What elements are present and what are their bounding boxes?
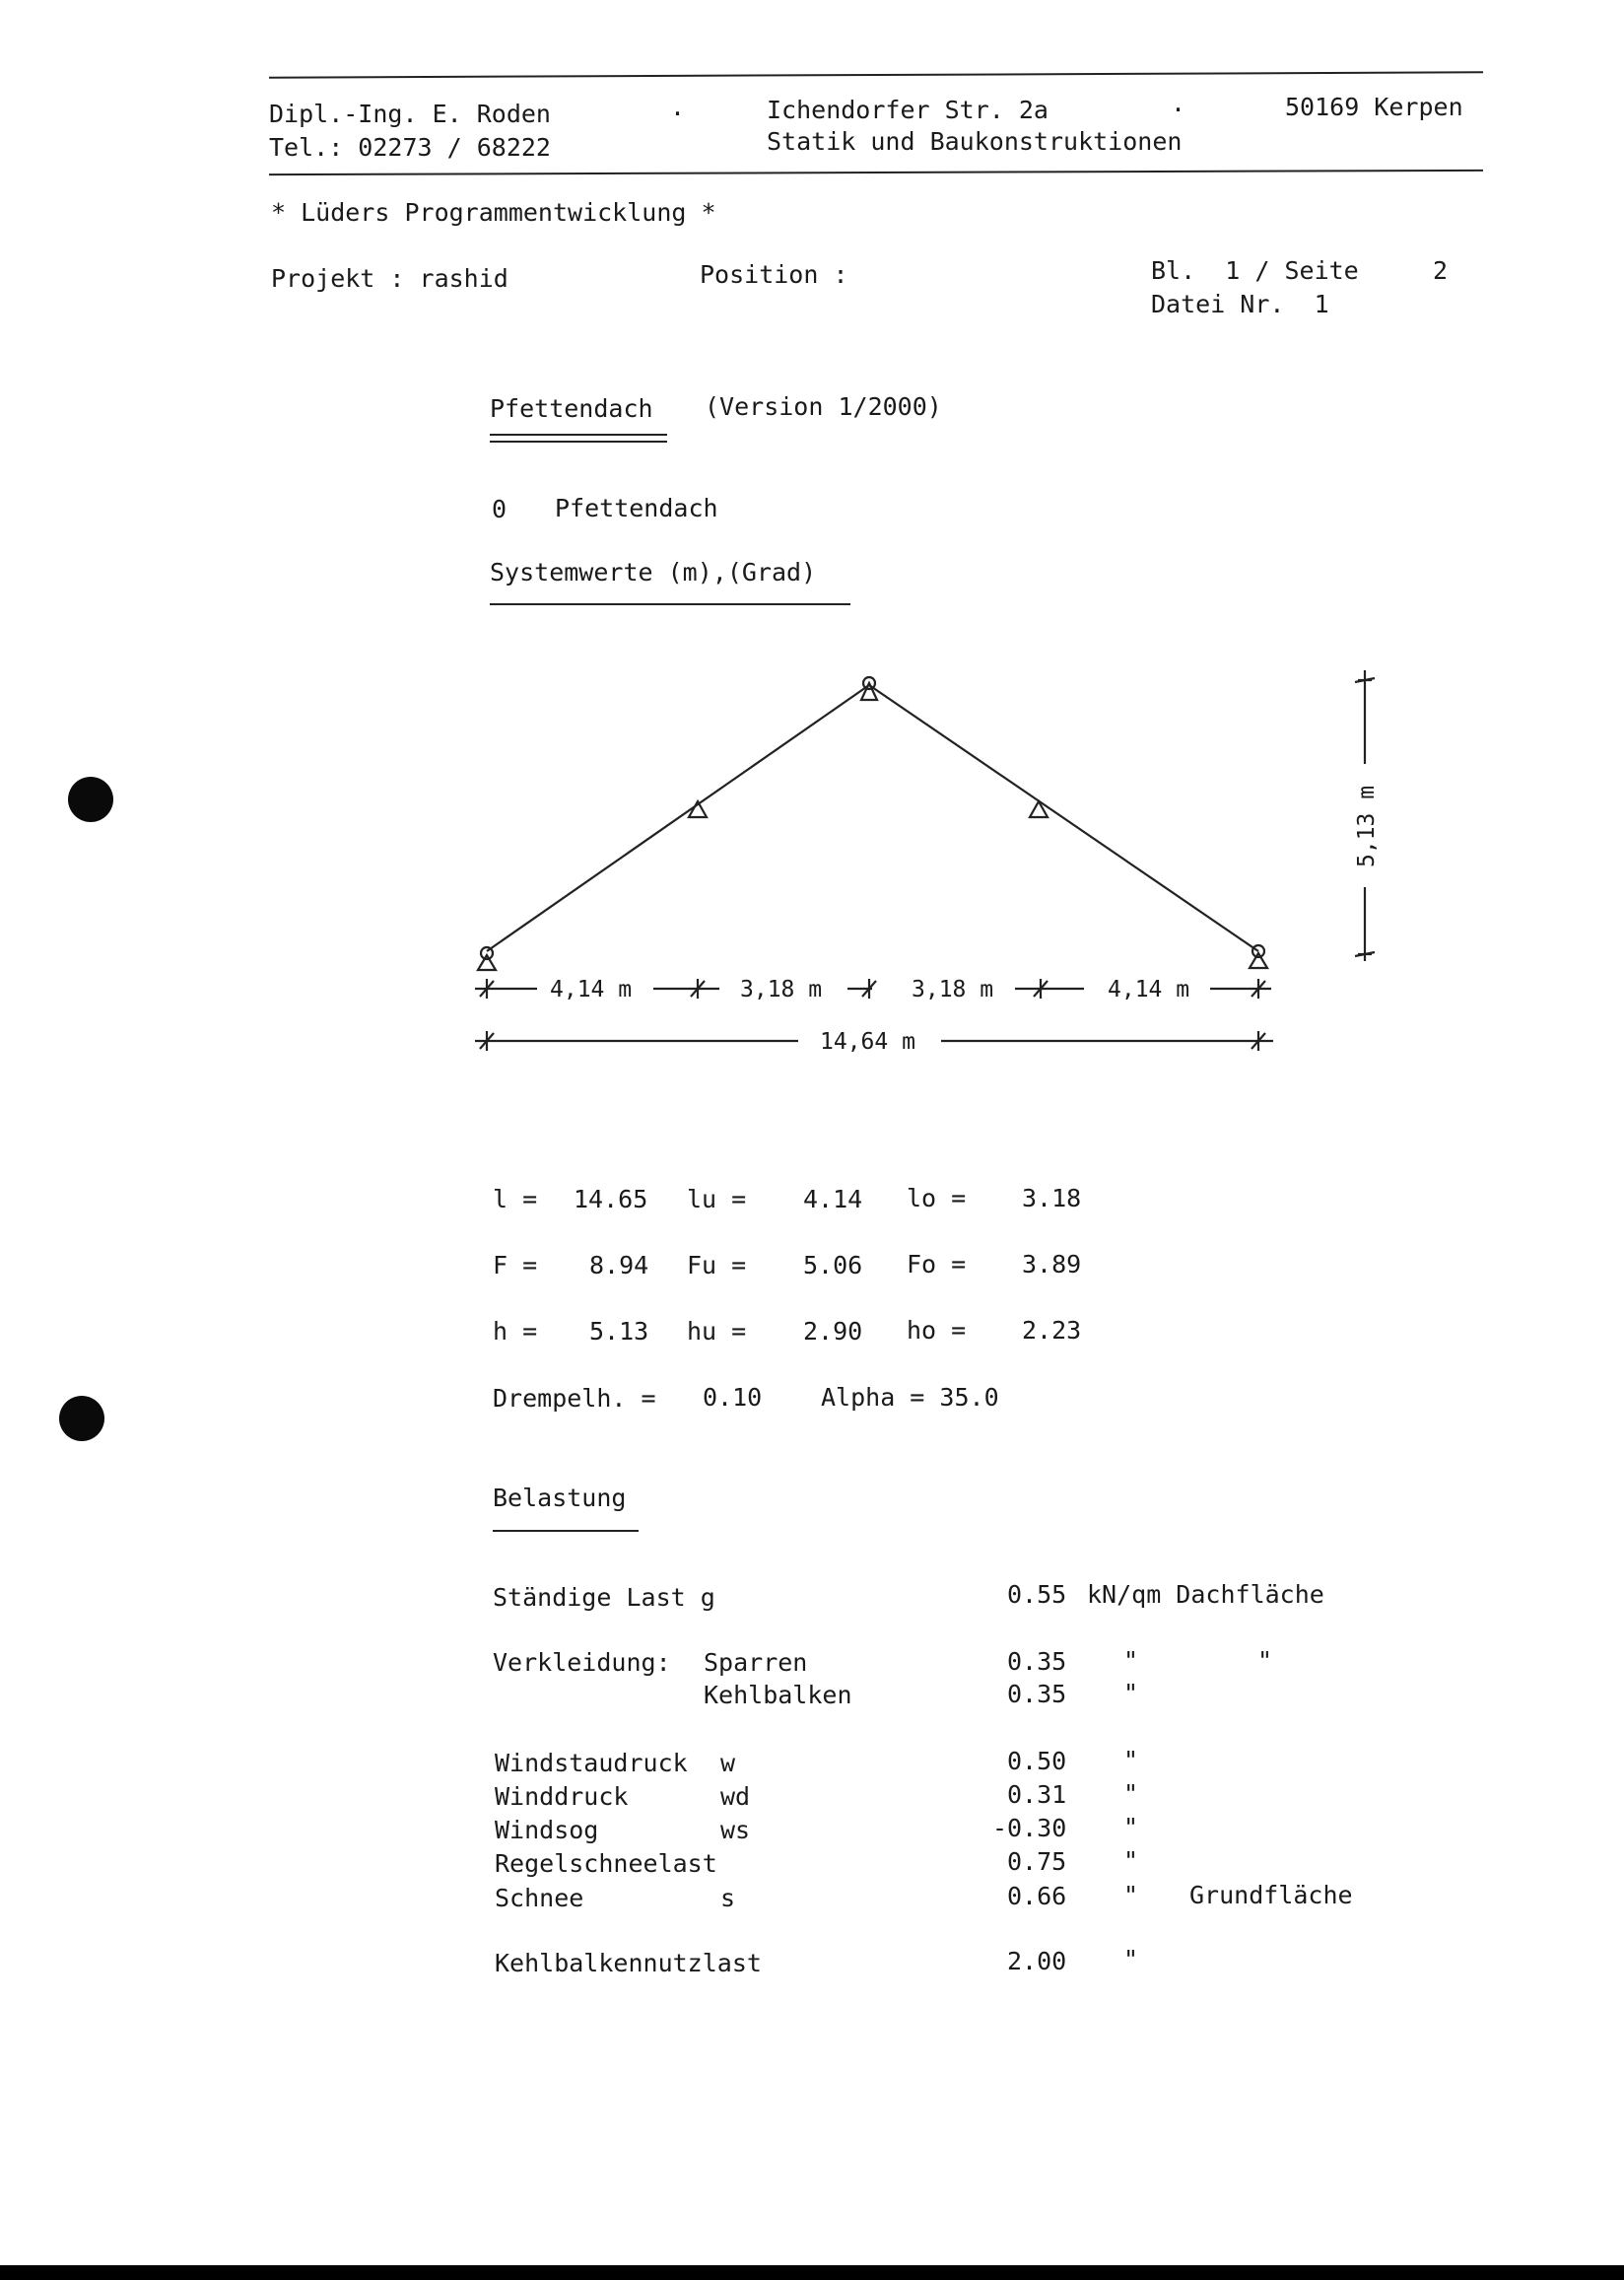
value-label: lo = — [907, 1184, 967, 1212]
ditto-mark: " — [1123, 1646, 1139, 1675]
value-label: ho = — [907, 1316, 967, 1345]
segment-label-3: 3,18 m — [912, 977, 994, 1002]
sheet-page: Bl. 1 / Seite 2 — [1151, 256, 1449, 285]
value-number: 3.18 — [1022, 1184, 1082, 1212]
nutzlast-value: 2.00 — [1007, 1947, 1067, 1975]
right-purlin-support-icon — [1030, 801, 1048, 817]
load-label: Winddruck — [495, 1782, 629, 1811]
left-eave-support-icon — [478, 955, 496, 970]
item-name: Pfettendach — [555, 494, 718, 522]
company-name: Dipl.-Ing. E. Roden — [269, 100, 551, 128]
value-label: Fu = — [687, 1251, 747, 1279]
load-symbol: w — [720, 1749, 736, 1777]
drempel-value: 0.10 — [703, 1383, 763, 1412]
value-number: 8.94 — [589, 1251, 649, 1279]
ditto-mark: " — [1123, 1679, 1139, 1707]
height-label: 5,13 m — [1354, 785, 1380, 867]
staendig-label: Ständige Last g — [493, 1583, 715, 1612]
load-label: Windsog — [495, 1816, 599, 1844]
scan-bottom-edge — [0, 2265, 1624, 2280]
right-eave-support-icon — [1250, 953, 1267, 968]
segment-label-4: 4,14 m — [1108, 977, 1190, 1002]
staendig-unit: kN/qm Dachfläche — [1087, 1580, 1324, 1609]
load-label: Schnee — [495, 1884, 584, 1912]
file-number: Datei Nr. 1 — [1151, 290, 1329, 318]
value-number: 3.89 — [1022, 1250, 1082, 1278]
company-service: Statik und Baukonstruktionen — [767, 127, 1183, 156]
ditto-mark: " — [1123, 1881, 1139, 1909]
value-label: lu = — [687, 1185, 747, 1213]
load-symbol: ws — [720, 1816, 751, 1844]
load-value: 0.75 — [1007, 1847, 1067, 1876]
project-position: Position : — [700, 260, 848, 289]
load-value: -0.30 — [992, 1814, 1067, 1842]
value-label: hu = — [687, 1317, 747, 1346]
value-number: 2.90 — [803, 1317, 863, 1346]
ditto-mark: " — [1123, 1779, 1139, 1808]
value-label: h = — [493, 1317, 538, 1346]
left-rafter — [487, 685, 869, 951]
drempel-label: Drempelh. = — [493, 1384, 656, 1413]
alpha-label: Alpha = 35.0 — [821, 1383, 999, 1412]
load-value: 0.50 — [1007, 1747, 1067, 1775]
ditto-mark: " — [1123, 1813, 1139, 1841]
load-label: Windstaudruck — [495, 1749, 688, 1777]
load-value: 0.31 — [1007, 1780, 1067, 1809]
kehlbalken-value: 0.35 — [1007, 1680, 1067, 1708]
version-label: (Version 1/2000) — [705, 392, 942, 421]
segment-label-2: 3,18 m — [740, 977, 823, 1002]
ditto-mark: " — [1123, 1846, 1139, 1875]
value-label: Fo = — [907, 1250, 967, 1278]
value-number: 4.14 — [803, 1185, 863, 1213]
total-span-label: 14,64 m — [820, 1029, 915, 1055]
ditto-mark: " — [1123, 1945, 1139, 1973]
right-rafter — [869, 685, 1258, 951]
value-label: F = — [493, 1251, 538, 1279]
segment-label-1: 4,14 m — [550, 977, 633, 1002]
ditto-mark: " — [1257, 1646, 1273, 1675]
staendig-value: 0.55 — [1007, 1580, 1067, 1609]
belastung-underline — [493, 1530, 639, 1532]
company-phone: Tel.: 02273 / 68222 — [269, 133, 551, 162]
value-label: l = — [493, 1185, 538, 1213]
value-number: 5.06 — [803, 1251, 863, 1279]
load-symbol: wd — [720, 1782, 751, 1811]
sparren-value: 0.35 — [1007, 1647, 1067, 1676]
project-name: Projekt : rashid — [271, 264, 508, 293]
load-label: Regelschneelast — [495, 1849, 717, 1878]
sparren-label: Sparren — [704, 1648, 808, 1677]
verkleidung-label: Verkleidung: — [493, 1648, 671, 1677]
load-value: 0.66 — [1007, 1882, 1067, 1910]
value-number: 2.23 — [1022, 1316, 1082, 1345]
section-title: Pfettendach — [490, 394, 653, 423]
kehlbalken-label: Kehlbalken — [704, 1681, 852, 1709]
company-street: Ichendorfer Str. 2a — [767, 96, 1049, 124]
grundflaeche-label: Grundfläche — [1189, 1881, 1353, 1909]
value-number: 5.13 — [589, 1317, 649, 1346]
company-city: 50169 Kerpen — [1285, 93, 1463, 121]
program-line: * Lüders Programmentwicklung * — [271, 198, 716, 227]
item-number: 0 — [492, 495, 508, 523]
system-heading: Systemwerte (m),(Grad) — [490, 558, 817, 587]
load-symbol: s — [720, 1884, 736, 1912]
value-number: 14.65 — [574, 1185, 648, 1213]
header-separator-dot: · — [1171, 96, 1186, 124]
ditto-mark: " — [1123, 1746, 1139, 1774]
belastung-heading: Belastung — [493, 1484, 627, 1512]
header-separator-dot: · — [670, 100, 686, 128]
nutzlast-label: Kehlbalkennutzlast — [495, 1949, 762, 1977]
